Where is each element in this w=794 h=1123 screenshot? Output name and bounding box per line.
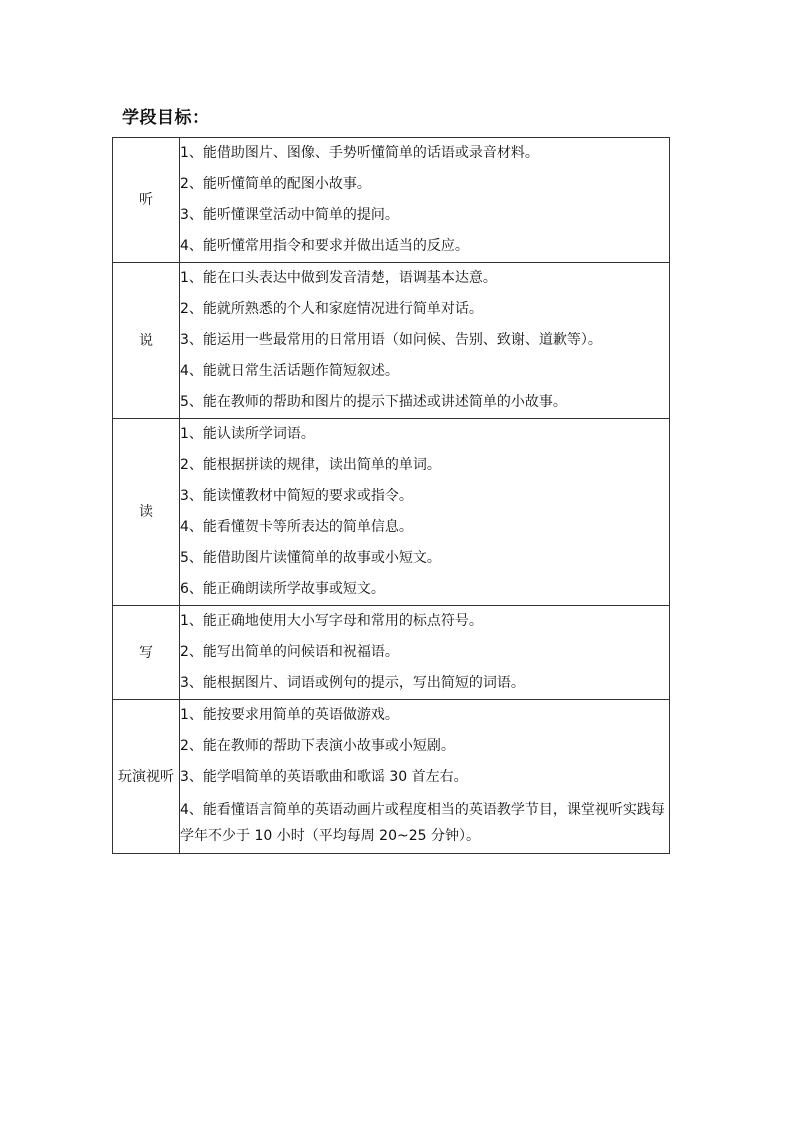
table-row-play-perform-view-listen [113, 700, 670, 854]
list-item: 6、能正确朗读所学故事或短文。 [180, 581, 385, 597]
goal-list [180, 138, 670, 263]
list-item: 2、能写出简单的问候语和祝福语。 [180, 644, 399, 660]
list-item: 5、能借助图片读懂简单的故事或小短文。 [180, 550, 441, 566]
list-item: 4、能就日常生活话题作简短叙述。 [180, 363, 399, 379]
list-item: 3、能学唱简单的英语歌曲和歌谣 30 首左右。 [180, 769, 468, 785]
goal-list [180, 606, 670, 700]
list-item: 1、能认读所学词语。 [180, 426, 315, 442]
section-title: 学段目标： [122, 108, 210, 128]
list-item: 4、能看懂语言简单的英语动画片或程度相当的英语教学节目，课堂视听实践每学年不少于 10 小时（平均每周 20~25 分钟）。 [180, 802, 665, 844]
list-item: 1、能按要求用简单的英语做游戏。 [180, 707, 399, 723]
list-item: 1、能正确地使用大小写字母和常用的标点符号。 [180, 613, 483, 629]
table-row-writing [113, 606, 670, 700]
list-item: 5、能在教师的帮助和图片的提示下描述或讲述简单的小故事。 [180, 394, 567, 410]
list-item: 1、能在口头表达中做到发音清楚，语调基本达意。 [180, 270, 497, 286]
goal-list [180, 419, 670, 606]
table-row-speaking [113, 263, 670, 419]
list-item: 1、能借助图片、图像、手势听懂简单的话语或录音材料。 [180, 145, 539, 161]
list-item: 4、能看懂贺卡等所表达的简单信息。 [180, 519, 413, 535]
list-item: 3、能根据图片、词语或例句的提示，写出简短的词语。 [180, 675, 525, 691]
table-row-listening [113, 138, 670, 263]
goal-list [180, 263, 670, 419]
skill-label: 听 [113, 138, 180, 263]
goals-table [112, 137, 670, 854]
list-item: 2、能就所熟悉的个人和家庭情况进行简单对话。 [180, 301, 483, 317]
skill-label: 玩演视听 [113, 700, 180, 854]
list-item: 2、能在教师的帮助下表演小故事或小短剧。 [180, 738, 455, 754]
list-item: 2、能听懂简单的配图小故事。 [180, 176, 371, 192]
goal-list [180, 700, 670, 854]
skill-label: 写 [113, 606, 180, 700]
list-item: 3、能运用一些最常用的日常用语（如问候、告别、致谢、道歉等）。 [180, 332, 602, 348]
skill-label: 读 [113, 419, 180, 606]
list-item: 2、能根据拼读的规律，读出简单的单词。 [180, 457, 441, 473]
list-item: 3、能听懂课堂活动中简单的提问。 [180, 207, 399, 223]
table-row-reading [113, 419, 670, 606]
skill-label: 说 [113, 263, 180, 419]
list-item: 4、能听懂常用指令和要求并做出适当的反应。 [180, 238, 469, 254]
list-item: 3、能读懂教材中简短的要求或指令。 [180, 488, 413, 504]
